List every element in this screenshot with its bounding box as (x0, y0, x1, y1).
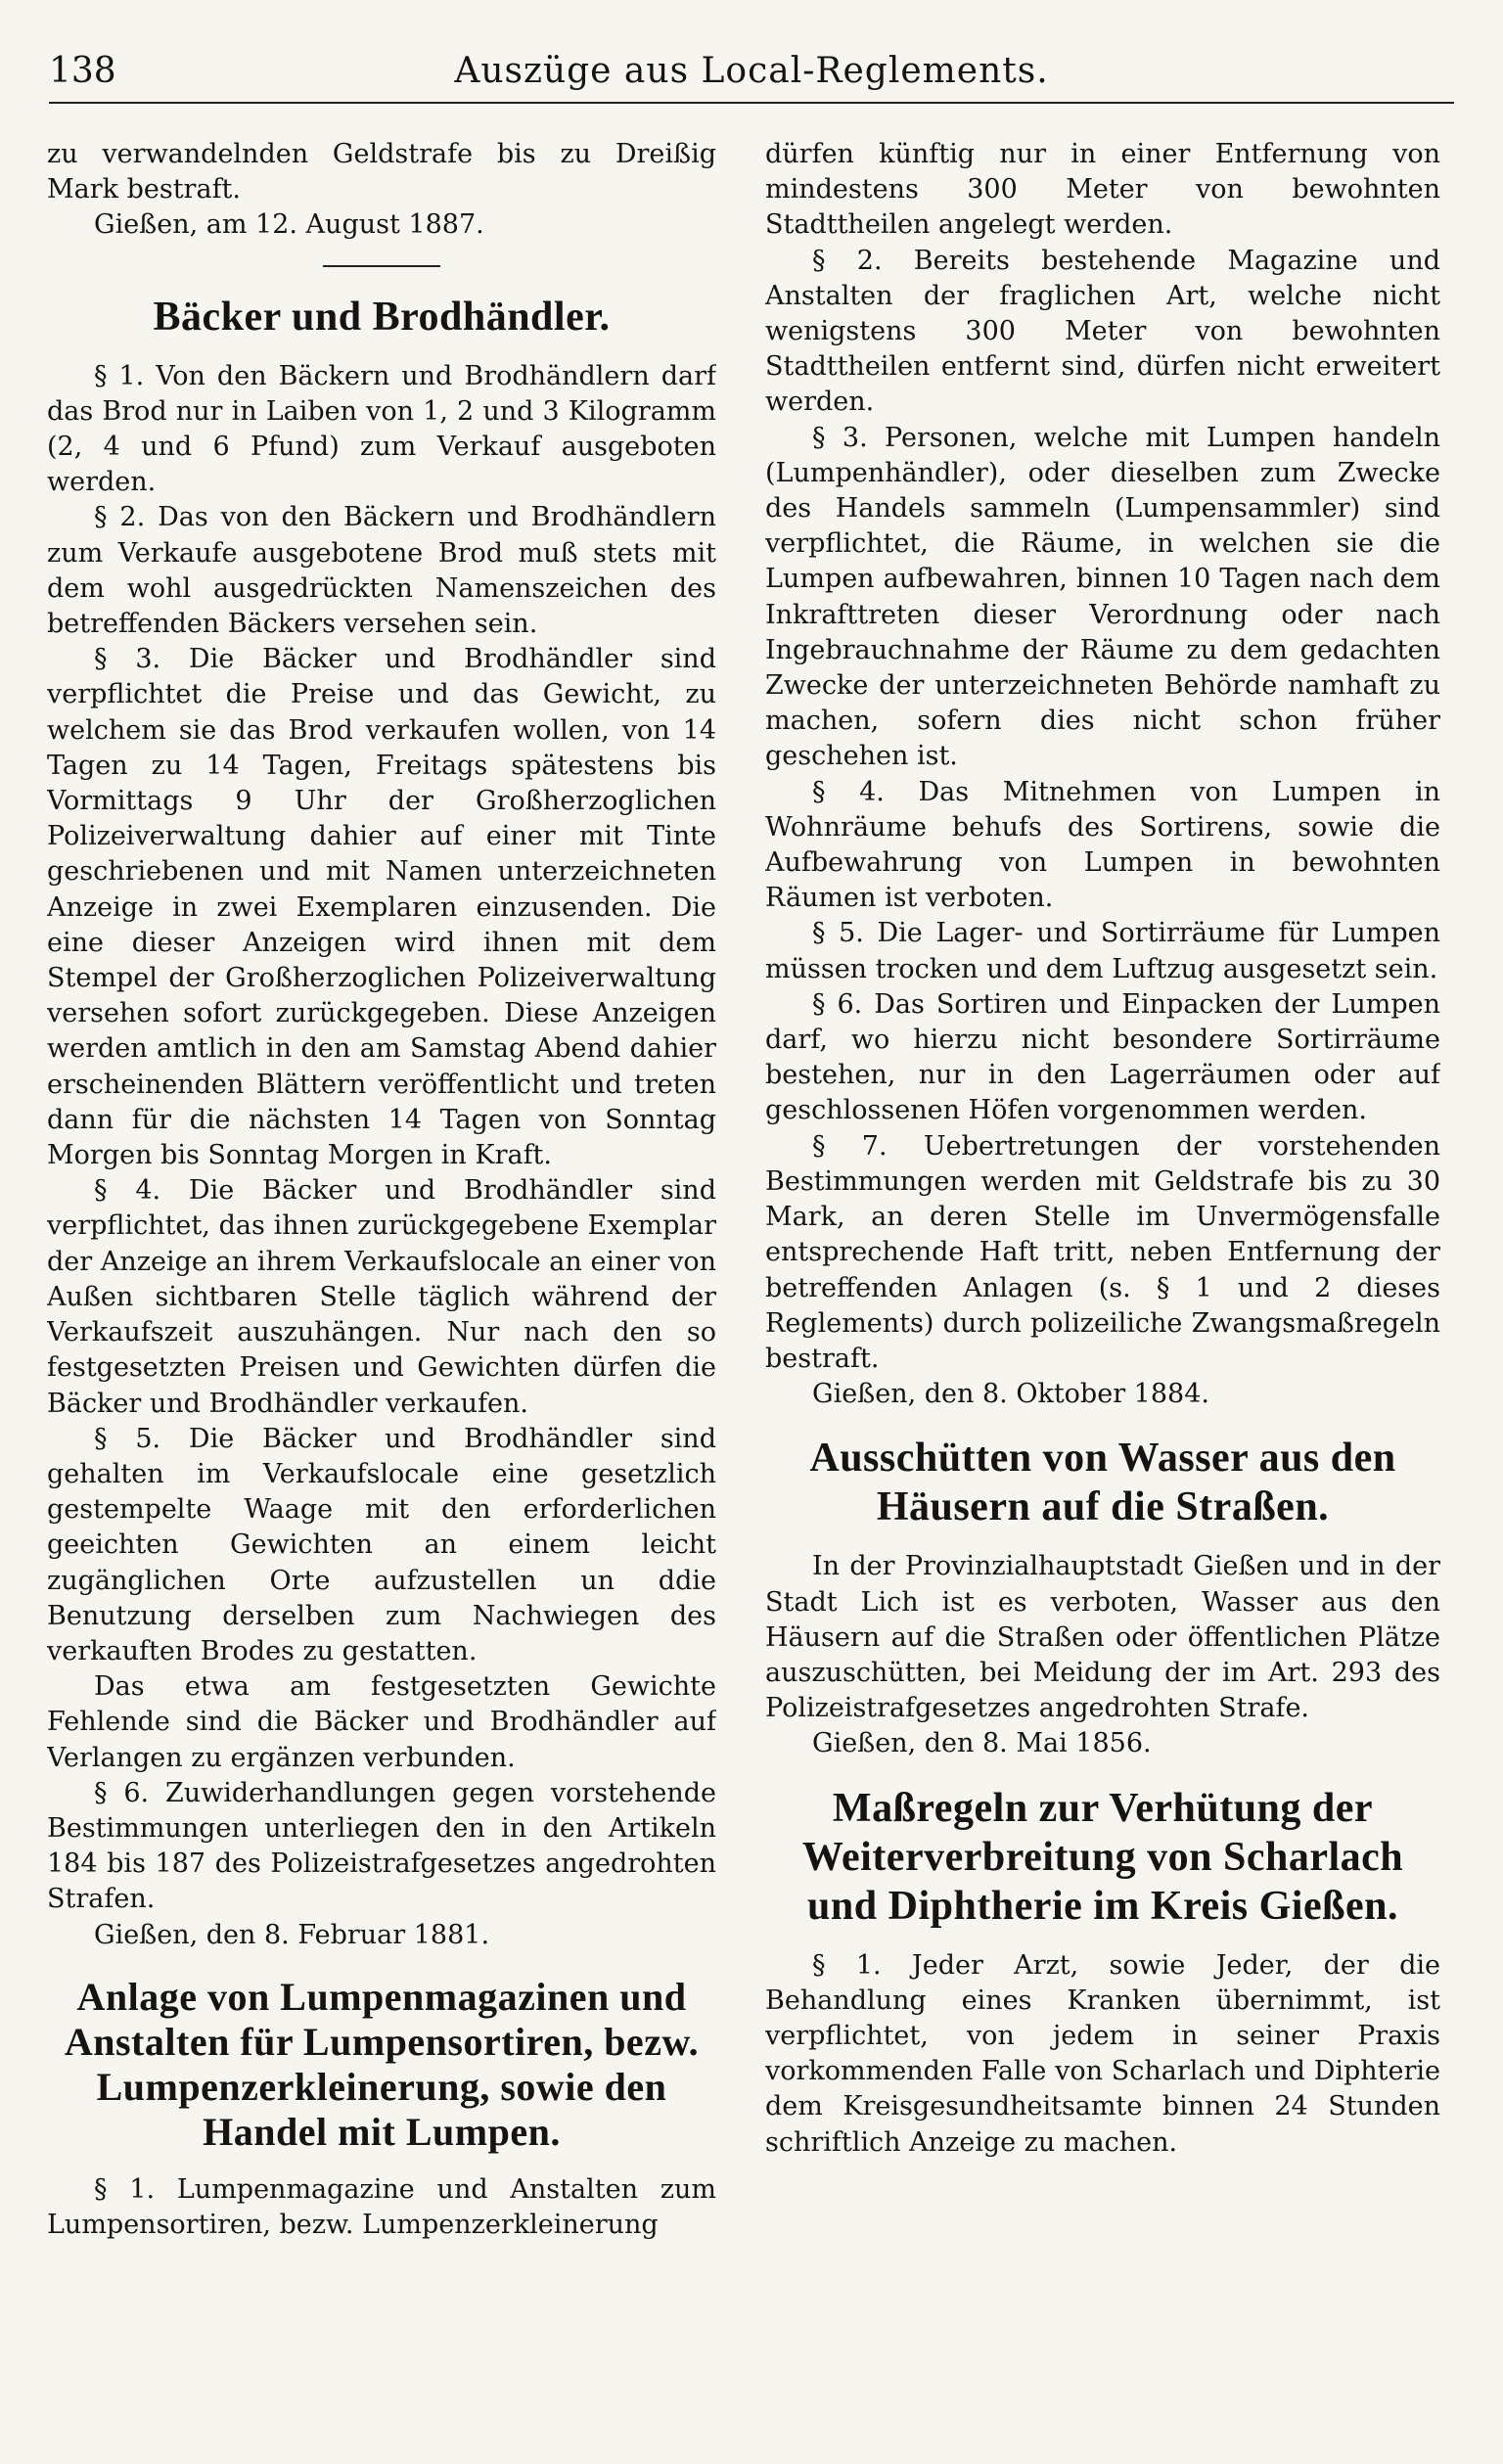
signoff-1884: Gießen, den 8. Oktober 1884. (812, 1379, 1209, 1410)
continuation-paragraph-lumpen: dürfen künftig nur in einer Entfernung von mindestens 300 Meter von bewohnten Stadttheilen angelegt werden. (765, 139, 1440, 241)
paragraph-lumpen-s1: § 1. Lumpenmagazine und Anstalten zum Lumpensortiren, bezw. Lumpenzerkleinerung (47, 2173, 716, 2240)
signoff-1856: Gießen, den 8. Mai 1856. (812, 1728, 1152, 1759)
right-column (765, 137, 1440, 2425)
paragraph-lumpen-s2: § 2. Bereits bestehende Magazine und Anstalten der fraglichen Art, welche nicht wenigstens 300 Meter von bewohnten Stadttheilen entfernt sind, dürfen nicht erweitert werden. (765, 245, 1440, 418)
paragraph-s3: § 3. Die Bäcker und Brodhändler sind verpflichtet die Preise und das Gewicht, zu welchem sie das Brod verkaufen wollen, von 14 Tagen zu 14 Tagen, Freitags spätestens bis Vormittags 9 Uhr der Großherzoglichen Polizeiverwaltung dahier auf einer mit Tinte geschriebenen und mit Namen unterzeichneten Anzeige in zwei Exemplaren einzusenden. Die eine dieser Anzeigen wird ihnen mit dem Stempel der Großherzoglichen Polizeiverwaltung versehen sofort zurückgegeben. Diese Anzeigen werden amtlich in den am Samstag Abend dahier erscheinenden Blättern veröffentlicht und treten dann für die nächsten 14 Tagen von Sonntag Morgen bis Sonntag Morgen in Kraft. (47, 644, 716, 1171)
page-header (49, 47, 1454, 104)
section-title-scharlach: Maßregeln zur Verhütung der Weiterverbreitung von Scharlach und Diphtherie im Kreis Gießen. (801, 1785, 1404, 1929)
section-title-lumpen: Anlage von Lumpenmagazinen und Anstalten für Lumpensortiren, bezw. Lumpenzerkleinerung, sowie den Handel mit Lumpen. (64, 1974, 700, 2154)
section-title-baecker: Bäcker und Brodhändler. (153, 294, 611, 340)
paragraph-wasser: In der Provinzialhauptstadt Gießen und in der Stadt Lich ist es verboten, Wasser aus den Häusern auf die Straßen oder öffentlichen Plätze auszuschütten, bei Meidung der im Art. 293 des Polizeistrafgesetzes angedrohten Strafe. (765, 1551, 1440, 1724)
paragraph-lumpen-s6: § 6. Das Sortiren und Einpacken der Lumpen darf, wo hierzu nicht besondere Sortirräume bestehen, nur in den Lagerräumen oder auf geschlossenen Höfen vorgenommen werden. (765, 988, 1440, 1126)
left-column (47, 137, 716, 2425)
paragraph-lumpen-s4: § 4. Das Mitnehmen von Lumpen in Wohnräume behufs des Sortirens, sowie die Aufbewahrung von Lumpen in bewohnten Räumen ist verboten. (765, 776, 1440, 914)
paragraph-s6: § 6. Zuwiderhandlungen gegen vorstehende Bestimmungen unterliegen den in den Artikeln 184 bis 187 des Polizeistrafgesetzes angedrohten Strafen. (47, 1777, 716, 1915)
signoff-1881: Gießen, den 8. Februar 1881. (94, 1919, 490, 1950)
paragraph-scharlach-s1: § 1. Jeder Arzt, sowie Jeder, der die Behandlung eines Kranken übernimmt, ist verpflichtet, von jedem in seiner Praxis vorkommenden Falle von Scharlach und Diphterie dem Kreisgesundheitsamte binnen 24 Stunden schriftlich Anzeige zu machen. (765, 1949, 1440, 2158)
signoff-1887: Gießen, am 12. August 1887. (94, 209, 484, 241)
continuation-paragraph: zu verwandelnden Geldstrafe bis zu Dreißig Mark bestraft. (47, 139, 716, 205)
paragraph-s5: § 5. Die Bäcker und Brodhändler sind gehalten im Verkaufslocale eine gesetzlich gestempelte Waage mit den erforderlichen geeichten Gewichten an einem leicht zugänglichen Orte aufzustellen un ddie Benutzung derselben zum Nachwiegen des verkauften Brodes zu gestatten. (47, 1423, 716, 1666)
paragraph-lumpen-s5: § 5. Die Lager- und Sortirräume für Lumpen müssen trocken und dem Luftzug ausgesetzt sein. (765, 918, 1440, 984)
page-number: 138 (49, 51, 116, 91)
paragraph-s4: § 4. Die Bäcker und Brodhändler sind verpflichtet, das ihnen zurückgegebene Exemplar der Anzeige an ihrem Verkaufslocale an einer von Außen sichtbaren Stelle täglich während der Verkaufszeit auszuhängen. Nur nach den so festgesetzten Preisen und Gewichten dürfen die Bäcker und Brodhändler verkaufen. (47, 1175, 716, 1419)
paragraph-s5-continued: Das etwa am festgesetzten Gewichte Fehlende sind die Bäcker und Brodhändler auf Verlangen zu ergänzen verbunden. (47, 1671, 716, 1773)
section-divider (323, 265, 440, 267)
section-title-wasser: Ausschütten von Wasser aus den Häusern auf die Straßen. (809, 1436, 1396, 1530)
paragraph-s2: § 2. Das von den Bäckern und Brodhändlern zum Verkaufe ausgebotene Brod muß stets mit dem wohl ausgedrückten Namenszeichen des betreffenden Bäckers versehen sein. (47, 502, 716, 640)
running-title: Auszüge aus Local-Reglements. (454, 51, 1049, 91)
paragraph-lumpen-s7: § 7. Uebertretungen der vorstehenden Bestimmungen werden mit Geldstrafe bis zu 30 Mark, an deren Stelle im Unvermögensfalle entsprechende Haft tritt, neben Entfernung der betreffenden Anlagen (s. § 1 und 2 dieses Reglements) durch polizeiliche Zwangsmaßregeln bestraft. (765, 1130, 1440, 1374)
paragraph-s1: § 1. Von den Bäckern und Brodhändlern darf das Brod nur in Laiben von 1, 2 und 3 Kilogramm (2, 4 und 6 Pfund) zum Verkauf ausgeboten werden. (47, 360, 716, 498)
paragraph-lumpen-s3: § 3. Personen, welche mit Lumpen handeln (Lumpenhändler), oder dieselben zum Zwecke des Handels sammeln (Lumpensammler) sind verpflichtet, die Räume, in welchen sie die Lumpen aufbewahren, binnen 10 Tagen nach dem Inkrafttreten dieser Verordnung oder nach Ingebrauchnahme der Räume zu dem gedachten Zwecke der unterzeichneten Behörde namhaft zu machen, sofern dies nicht schon früher geschehen ist. (765, 422, 1440, 772)
